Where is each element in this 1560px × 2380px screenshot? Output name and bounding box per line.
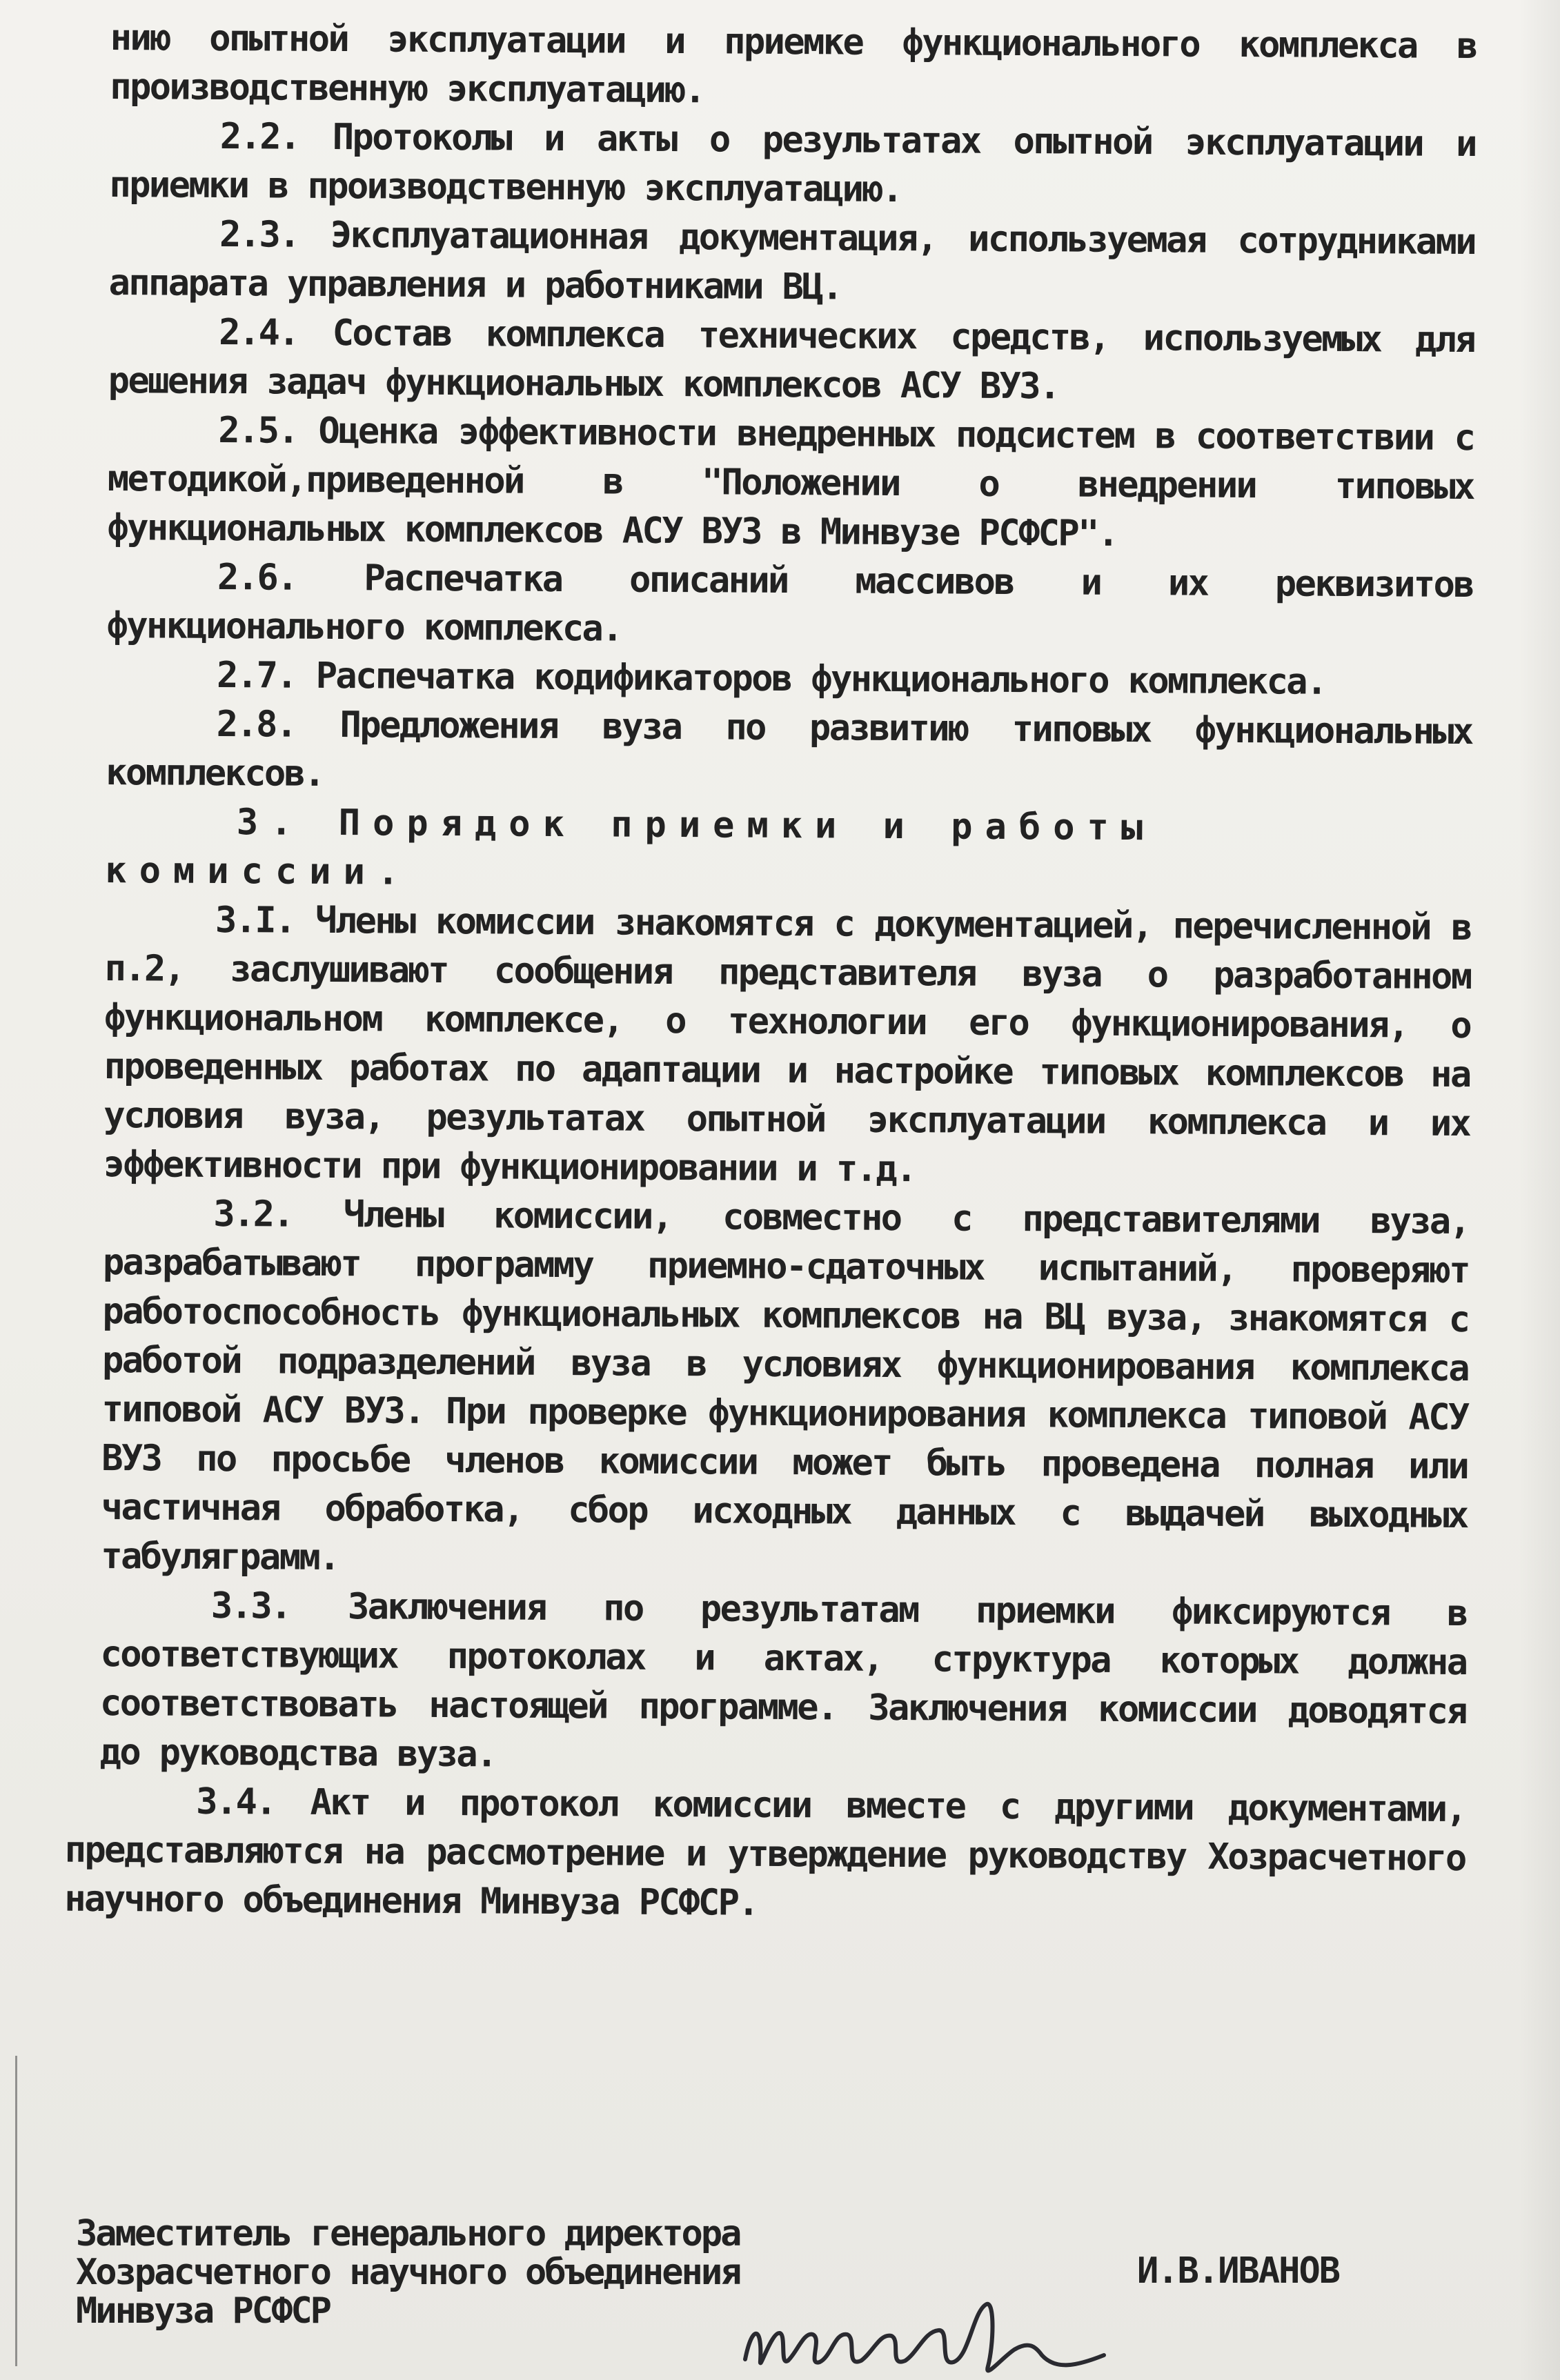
- paragraph-2-8: 2.8. Предложения вуза по развитию типовых функциональных комплексов.: [106, 703, 1492, 795]
- paragraph-2-3: 2.3. Эксплуатационная документация, используемая сотрудниками аппарата управления и работниками ВЦ.: [108, 213, 1495, 308]
- signatory-name: И.В.ИВАНОВ: [1137, 2250, 1340, 2292]
- section-3-heading: 3. Порядок приемки и работы комиссии.: [105, 802, 1189, 893]
- signatory-title: [76, 2214, 740, 2330]
- paragraph-2-7: 2.7. Распечатка кодификаторов функционального комплекса.: [216, 654, 1326, 703]
- page-shadow: [1519, 0, 1560, 2380]
- paragraph-3-2: 3.2. Члены комиссии, совместно с представителями вуза, разрабатывают программу приемно-сдаточных испытаний, проверяют работоспособность функциональных комплексов на ВЦ вуза, знакомятся с работой подразделений вуза в условиях функционирования комплекса типовой АСУ ВУЗ. При проверке функционирования комплекса типовой АСУ ВУЗ по просьбе членов комиссии может быть проведена полная или частичная обработка, сбор исходных данных с выдачей выходных табуляграмм.: [101, 1193, 1490, 1579]
- signatory-title-line-2: Хозрасчетного научного объединения: [76, 2252, 740, 2293]
- paragraph-3-1: 3.I. Члены комиссии знакомятся с документацией, перечисленной в п.2, заслушивают сообщения представителя вуза о разработанном функциональном комплексе, о технологии его функционирования, о проведенных работах по адаптации и настройке типовых комплексов на условия вуза, результатах опытной эксплуатации комплекса и их эффективности при функционировании и т.д.: [103, 899, 1491, 1191]
- handwritten-signature: [731, 2283, 1118, 2380]
- signatory-title-line-3: Минвуза РСФСР: [76, 2290, 330, 2332]
- signatory-title-line-1: Заместитель генерального директора: [76, 2213, 740, 2254]
- paragraph-2-5: 2.5. Оценка эффективности внедренных подсистем в соответствии с методикой,приведенной в "Положении о внедрении типовых функциональных комплексов АСУ ВУЗ в Минвузе РСФСР".: [107, 409, 1494, 555]
- paragraph-2-6: 2.6. Распечатка описаний массивов и их реквизитов функционального комплекса.: [106, 556, 1493, 650]
- paragraph-3-3: 3.3. Заключения по результатам приемки фиксируются в соответствующих протоколах и актах, структура которых должна соответствовать настоящей программе. Заключения комиссии доводятся до руководства вуза.: [99, 1585, 1487, 1776]
- paragraph-2-2: 2.2. Протоколы и акты о результатах опытной эксплуатации и приемки в производственную эксплуатацию.: [109, 115, 1496, 211]
- paragraph-2-1-continuation: нию опытной эксплуатации и приемке функционального комплекса в производственную эксплуатацию.: [110, 17, 1497, 112]
- paragraph-2-4: 2.4. Состав комплекса технических средств, используемых для решения задач функциональных комплексов АСУ ВУЗ.: [108, 311, 1495, 408]
- margin-line: [15, 2056, 17, 2366]
- document-body: [64, 14, 1497, 1932]
- paragraph-3-4: 3.4. Акт и протокол комиссии вместе с другими документами, представляются на рассмотрение и утверждение руководству Хозрасчетного научного объединения Минвуза РСФСР.: [64, 1781, 1486, 1924]
